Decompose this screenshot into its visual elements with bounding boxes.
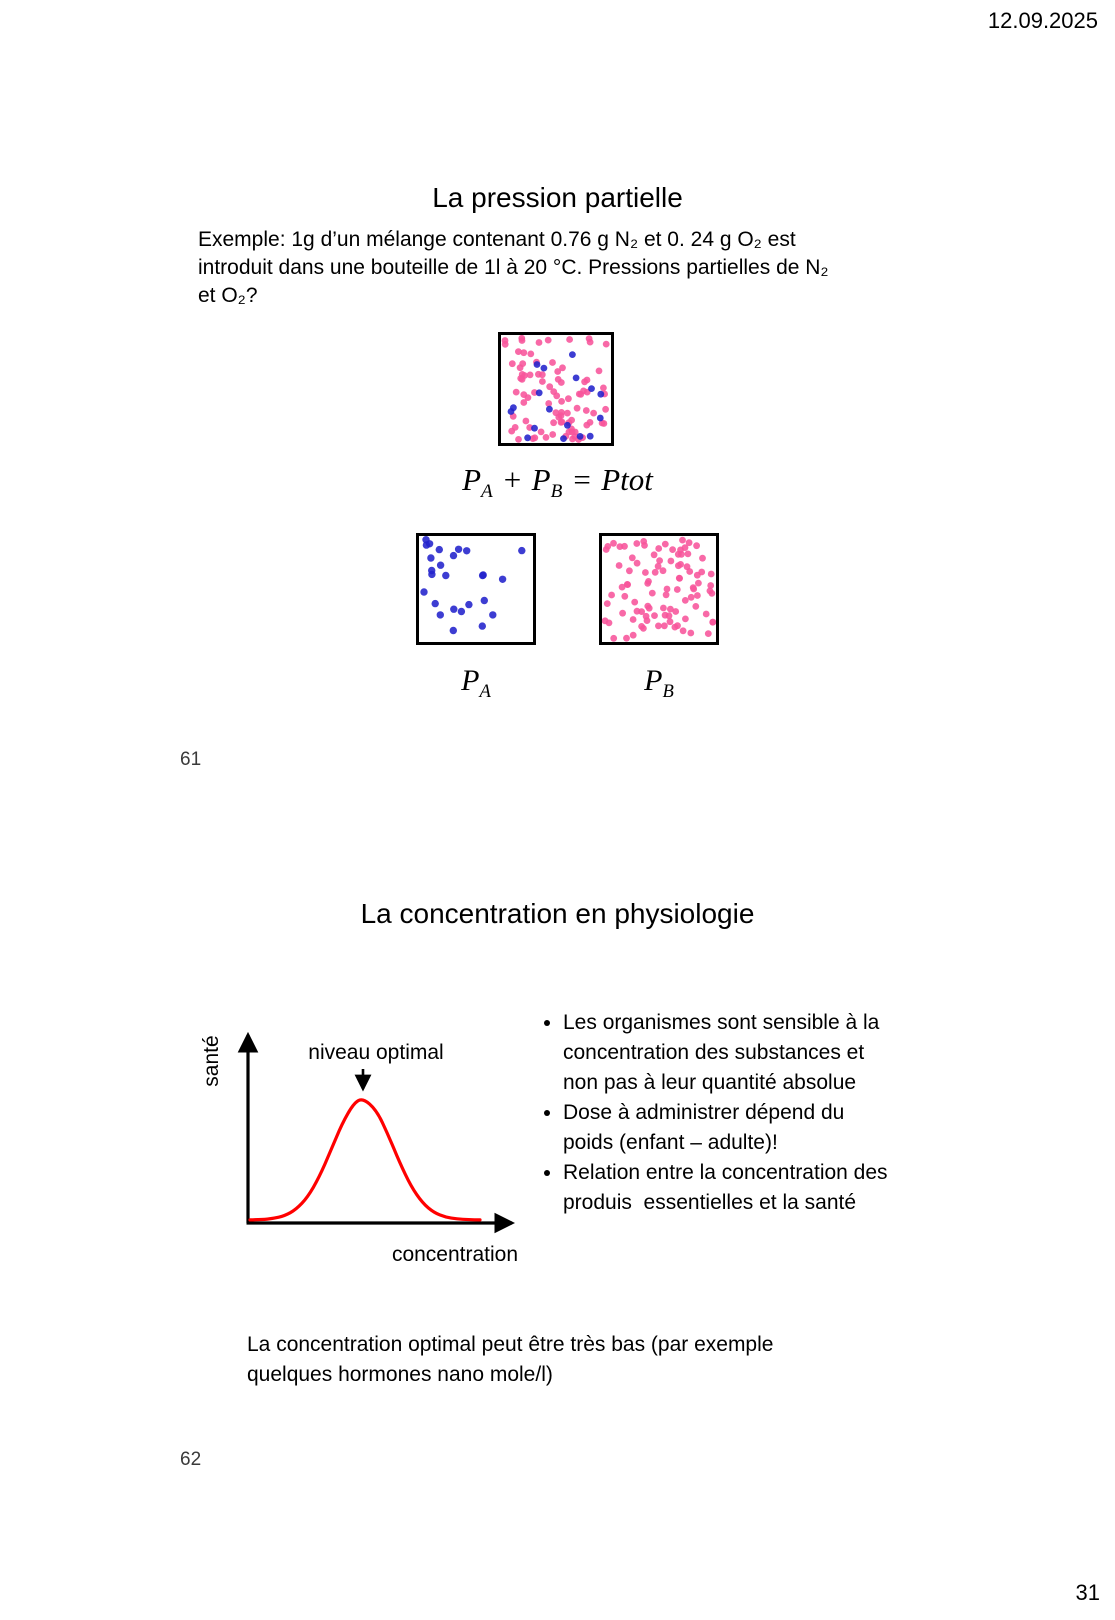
x-axis-label: concentration — [391, 1243, 519, 1265]
example-line: et O₂? — [198, 284, 258, 307]
slide2-number: 62 — [180, 1449, 202, 1470]
gas-b-box — [599, 533, 719, 645]
slide1-example-text — [198, 226, 829, 310]
gas-a-label — [416, 664, 536, 703]
partial-pressure-formula — [0, 462, 1115, 503]
formula-ptot: Ptot — [601, 462, 653, 497]
y-axis-label: santé — [200, 1035, 223, 1087]
slide2-bullet-list — [528, 1008, 898, 1218]
bullet-item: • Dose à administrer dépend du poids (enfant – adulte)! — [563, 1098, 898, 1158]
formula-term-pb: P — [531, 462, 551, 497]
example-line: introduit dans une bouteille de 1l à 20 °C. Pressions partielles de N₂ — [198, 256, 829, 279]
optimal-level-annotation: niveau optimal — [308, 1041, 444, 1064]
footnote-line: La concentration optimal peut être très bas (par exemple — [247, 1333, 774, 1356]
slide1-title: La pression partielle — [432, 182, 683, 213]
label-p: P — [644, 664, 663, 697]
mixed-gas-box — [498, 332, 614, 446]
example-line: Exemple: 1g d’un mélange contenant 0.76 g N₂ et 0. 24 g O₂ est — [198, 228, 796, 251]
bullet-item: • Les organismes sont sensible à la concentration des substances et non pas à leur quantité absolue — [563, 1008, 898, 1098]
formula-plus: + — [501, 462, 523, 497]
page-number: 31 — [1075, 1580, 1100, 1605]
slide2-title: La concentration en physiologie — [360, 898, 755, 929]
gas-a-dots — [419, 536, 533, 642]
label-sub-a: A — [479, 681, 491, 702]
mixed-gas-dots — [501, 335, 611, 443]
gas-a-box — [416, 533, 536, 645]
formula-equals: = — [571, 462, 593, 497]
label-sub-b: B — [662, 681, 674, 702]
label-p: P — [461, 664, 480, 697]
formula-sub-a: A — [481, 481, 493, 503]
slide2-footnote — [247, 1330, 773, 1390]
health-curve — [250, 1100, 480, 1220]
formula-term-pa: P — [462, 462, 481, 497]
gas-b-label — [599, 664, 719, 703]
page-date: 12.09.2025 — [987, 8, 1098, 33]
footnote-line: quelques hormones nano mole/l) — [247, 1363, 553, 1386]
formula-sub-b: B — [550, 481, 563, 503]
gas-b-dots — [602, 536, 716, 642]
bullet-item: • Relation entre la concentration des produis essentielles et la santé — [563, 1158, 898, 1218]
slide1-number: 61 — [180, 749, 202, 770]
concentration-health-chart — [200, 975, 530, 1265]
